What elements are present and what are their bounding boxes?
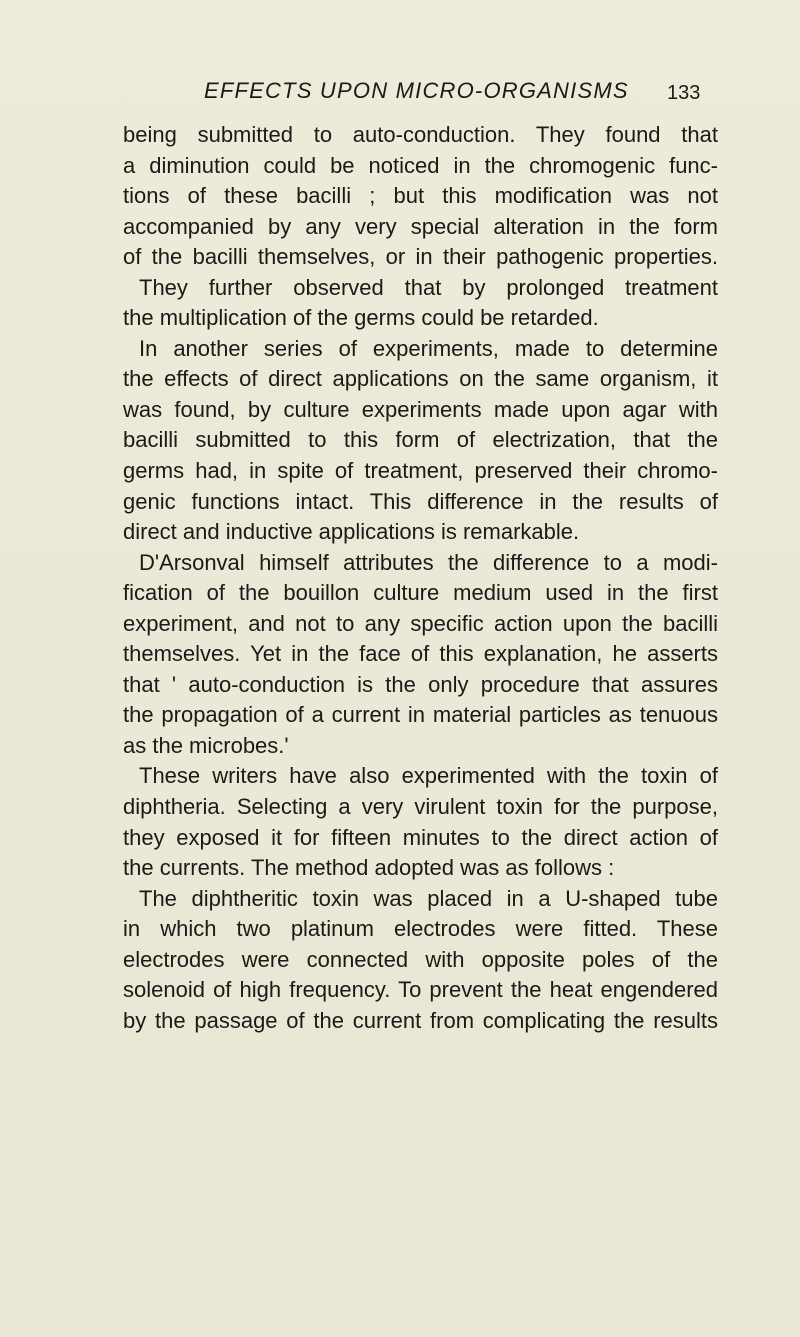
text-line: as the microbes.' — [123, 732, 289, 758]
text-line: they exposed it for fifteen minutes to the direct action of — [123, 824, 718, 850]
page-number: 133 — [667, 82, 701, 104]
text-line: diphtheria. Selecting a very virulent toxin for the purpose, — [123, 794, 718, 820]
text-line: They further observed that by prolonged treatment — [139, 274, 718, 300]
text-line: genic functions intact. This difference in the results of — [123, 488, 718, 514]
text-line: that ' auto-conduction is the only procedure that assures — [123, 671, 718, 697]
text-line: the propagation of a current in material particles as tenuous — [123, 702, 718, 728]
text-line: The diphtheritic toxin was placed in a U-shaped tube — [139, 885, 718, 911]
text-line: germs had, in spite of treatment, preserved their chromo- — [123, 458, 718, 484]
text-line: the multiplication of the germs could be retarded. — [123, 305, 599, 331]
text-line: experiment, and not to any specific action upon the bacilli — [123, 610, 718, 636]
text-line: was found, by culture experiments made upon agar with — [123, 396, 718, 422]
text-line: D'Arsonval himself attributes the difference to a modi- — [139, 549, 718, 575]
text-line: electrodes were connected with opposite poles of the — [123, 946, 718, 972]
text-line: in which two platinum electrodes were fitted. These — [123, 916, 718, 942]
text-line: the currents. The method adopted was as follows : — [123, 855, 615, 881]
text-line: themselves. Yet in the face of this explanation, he asserts — [123, 641, 718, 667]
text-line: In another series of experiments, made to determine — [139, 335, 718, 361]
text-line: direct and inductive applications is remarkable. — [123, 519, 580, 545]
text-line: bacilli submitted to this form of electrization, that the — [123, 427, 718, 453]
text-line: of the bacilli themselves, or in their pathogenic properties. — [123, 244, 718, 270]
text-line: being submitted to auto-conduction. They found that — [123, 122, 718, 147]
text-line: a diminution could be noticed in the chromogenic func- — [123, 152, 718, 178]
text-line: by the passage of the current from complicating the results — [123, 1007, 718, 1033]
body-text — [123, 120, 718, 1036]
text-line: accompanied by any very special alteration in the form — [123, 213, 718, 239]
text-line: tions of these bacilli ; but this modification was not — [123, 183, 718, 209]
text-line: fication of the bouillon culture medium used in the first — [123, 580, 718, 606]
running-head-title: EFFECTS UPON MICRO-ORGANISMS — [204, 78, 629, 103]
text-line: These writers have also experimented with the toxin of — [139, 763, 718, 789]
text-line: solenoid of high frequency. To prevent the heat engendered — [123, 977, 718, 1003]
text-line: the effects of direct applications on the same organism, it — [123, 366, 718, 392]
running-head — [0, 74, 800, 114]
